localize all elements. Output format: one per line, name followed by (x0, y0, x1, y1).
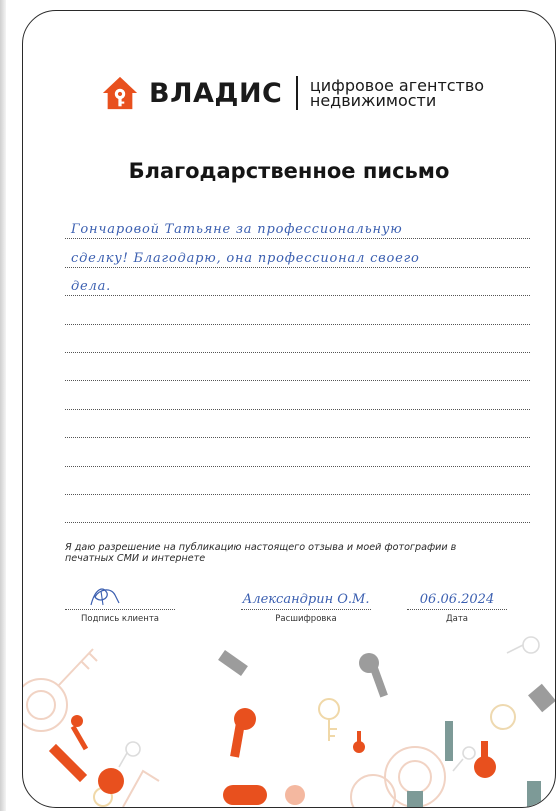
logo-tagline (310, 78, 484, 108)
logo-wordmark: ВЛАДИС (149, 77, 283, 109)
logo (101, 69, 484, 117)
review-line (65, 410, 530, 438)
date-caption: Дата (445, 614, 468, 624)
review-line (65, 268, 530, 296)
decode-handwritten: Александрин О.М. (242, 592, 370, 607)
review-line (65, 211, 530, 239)
logo-tagline-line1: цифровое агентство (309, 76, 485, 95)
keys-decoration (23, 601, 555, 807)
review-line (65, 239, 530, 267)
review-line (65, 438, 530, 466)
decode-caption: Расшифровка (275, 614, 337, 624)
logo-tagline-line2: недвижимости (309, 91, 437, 110)
review-line (65, 495, 530, 523)
logo-divider (296, 76, 298, 110)
review-line (65, 353, 530, 381)
handwritten-review-area (65, 211, 530, 523)
handwritten-text: Гончаровой Татьяне за профессиональную (71, 222, 403, 238)
review-line (65, 325, 530, 353)
review-line (65, 296, 530, 324)
handwritten-text: дела. (71, 279, 112, 295)
consent-text: Я даю разрешение на публикацию настоящего отзыва и моей фотографии в печатных СМИ и интернете (65, 542, 457, 564)
review-line (65, 467, 530, 495)
client-signature-caption: Подпись клиента (81, 614, 159, 624)
date-handwritten: 06.06.2024 (419, 592, 495, 607)
letter-sheet (22, 10, 556, 808)
handwritten-text: сделку! Благодарю, она профессионал своего (71, 250, 420, 266)
review-line (65, 381, 530, 409)
page-title: Благодарственное письмо (128, 159, 450, 183)
scan-edge (0, 0, 6, 811)
house-key-logo-icon (101, 74, 139, 112)
